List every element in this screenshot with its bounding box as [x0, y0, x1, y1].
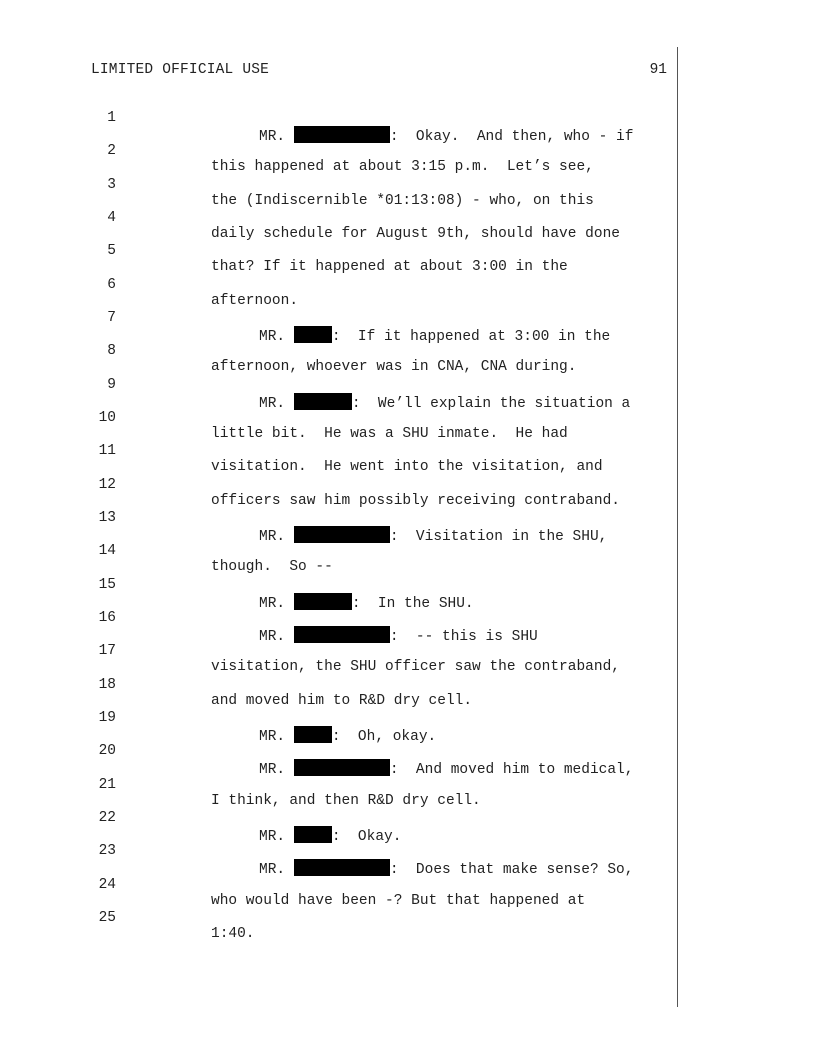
- line-number: 18: [98, 677, 116, 693]
- line-number: 13: [98, 510, 116, 526]
- line-number: 8: [107, 343, 116, 359]
- line-number: 21: [98, 777, 116, 793]
- line-text: the (Indiscernible *01:13:08) - who, on this: [211, 193, 594, 209]
- speech-text: : Oh, okay.: [331, 729, 437, 745]
- line-number: 2: [107, 143, 116, 159]
- transcript-line: [0, 227, 680, 275]
- transcript-line: [0, 661, 680, 709]
- line-number: 14: [98, 543, 116, 559]
- line-number: 16: [98, 610, 116, 626]
- line-number: 9: [107, 377, 116, 393]
- speech-text: : -- this is SHU: [389, 629, 538, 645]
- speech-text: : If it happened at 3:00 in the: [331, 329, 611, 345]
- page-number: 91: [649, 62, 667, 78]
- speech-text: : In the SHU.: [351, 596, 474, 612]
- line-number: 19: [98, 710, 116, 726]
- line-text: though. So --: [211, 559, 333, 575]
- line-text: afternoon, whoever was in CNA, CNA during.: [211, 359, 577, 375]
- line-number: 6: [107, 277, 116, 293]
- line-number: 12: [98, 477, 116, 493]
- line-text: afternoon.: [211, 293, 299, 309]
- line-text: this happened at about 3:15 p.m. Let’s see,: [211, 159, 594, 175]
- speaker-prefix: MR.: [259, 629, 294, 645]
- line-text: I think, and then R&D dry cell.: [211, 793, 481, 809]
- transcript-line: [0, 761, 680, 809]
- speech-text: : Okay.: [331, 829, 402, 845]
- speaker-prefix: MR.: [259, 729, 294, 745]
- speaker-prefix: MR.: [259, 596, 294, 612]
- line-text: who would have been -? But that happened at: [211, 893, 586, 909]
- transcript-line: [0, 527, 680, 575]
- transcript-line: [0, 894, 680, 942]
- classification-header: LIMITED OFFICIAL USE: [91, 62, 270, 78]
- line-number: 3: [107, 177, 116, 193]
- speaker-prefix: MR.: [259, 829, 294, 845]
- transcript-line: [0, 827, 680, 878]
- transcript-line: [0, 861, 680, 909]
- transcript-line: [0, 327, 680, 375]
- line-number: 10: [98, 410, 116, 426]
- transcript-line: [0, 594, 680, 645]
- speaker-prefix: MR.: [259, 762, 294, 778]
- transcript-line: [0, 494, 680, 545]
- line-text: and moved him to R&D dry cell.: [211, 693, 473, 709]
- speech-text: : We’ll explain the situation a: [351, 396, 631, 412]
- speech-text: : Does that make sense? So,: [389, 862, 634, 878]
- transcript-line: [0, 294, 680, 345]
- transcript-line: [0, 194, 680, 242]
- line-number: 22: [98, 810, 116, 826]
- transcript-line: [0, 427, 680, 475]
- transcript-line: [0, 161, 680, 209]
- transcript-line: [0, 394, 680, 442]
- line-number: 15: [98, 577, 116, 593]
- line-number: 7: [107, 310, 116, 326]
- line-text: 1:40.: [211, 926, 255, 942]
- speech-text: : And moved him to medical,: [389, 762, 634, 778]
- line-number: 1: [107, 110, 116, 126]
- speaker-prefix: MR.: [259, 396, 294, 412]
- line-text: officers saw him possibly receiving contraband.: [211, 493, 620, 509]
- transcript-line: [0, 794, 680, 845]
- speech-text: : Okay. And then, who - if: [389, 129, 634, 145]
- line-text: visitation. He went into the visitation, and: [211, 459, 603, 475]
- transcript-line: [0, 261, 680, 309]
- line-number: 5: [107, 243, 116, 259]
- speaker-prefix: MR.: [259, 529, 294, 545]
- transcript-line: [0, 727, 680, 778]
- transcript-line: [0, 561, 680, 612]
- transcript-line: [0, 361, 680, 412]
- speaker-prefix: MR.: [259, 862, 294, 878]
- line-number: 11: [98, 443, 116, 459]
- transcript-line: [0, 127, 680, 175]
- transcript-line: [0, 461, 680, 509]
- line-text: visitation, the SHU officer saw the contraband,: [211, 659, 620, 675]
- line-number: 17: [98, 643, 116, 659]
- line-number: 20: [98, 743, 116, 759]
- line-number: 25: [98, 910, 116, 926]
- speaker-prefix: MR.: [259, 129, 294, 145]
- line-text: daily schedule for August 9th, should have done: [211, 226, 620, 242]
- transcript-line: [0, 694, 680, 745]
- line-number: 23: [98, 843, 116, 859]
- transcript-line: [0, 627, 680, 675]
- line-number: 24: [98, 877, 116, 893]
- speech-text: : Visitation in the SHU,: [389, 529, 608, 545]
- line-text: little bit. He was a SHU inmate. He had: [211, 426, 568, 442]
- transcript-line: [0, 94, 680, 145]
- line-text: that? If it happened at about 3:00 in the: [211, 259, 568, 275]
- line-number: 4: [107, 210, 116, 226]
- speaker-prefix: MR.: [259, 329, 294, 345]
